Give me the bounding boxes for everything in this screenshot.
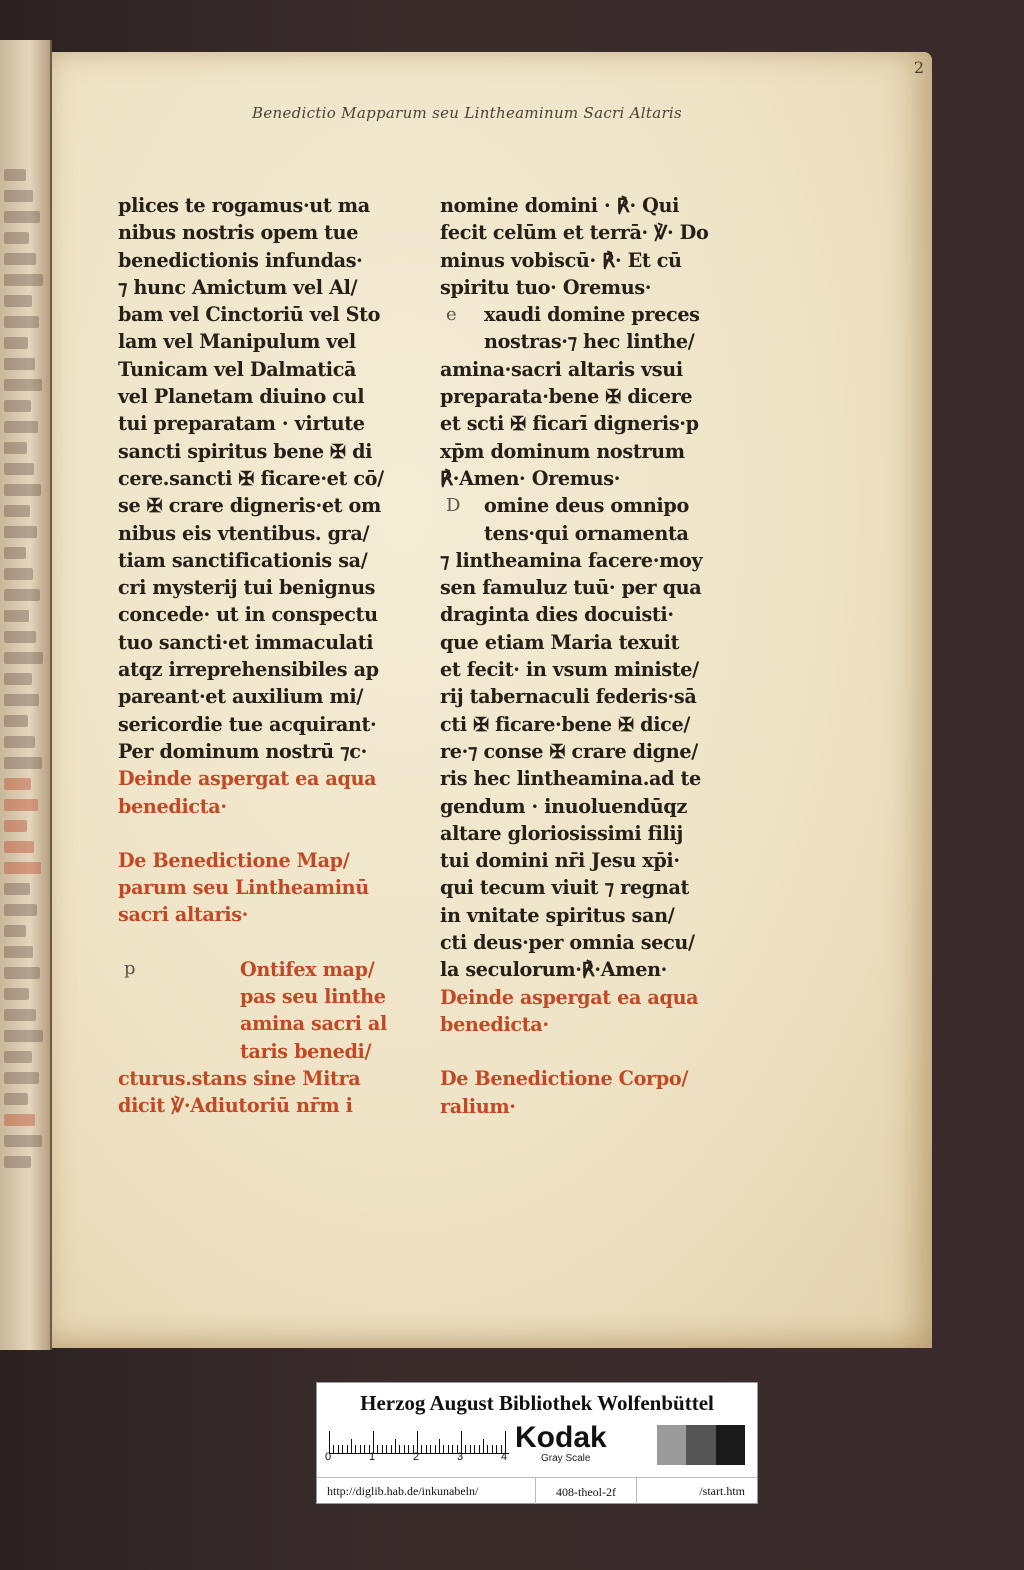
text-line: benedictionis infundas·	[118, 248, 363, 272]
fragment-bar	[4, 1156, 31, 1168]
ruler-tick	[338, 1445, 339, 1453]
initial-guide-letter-e: e	[446, 304, 457, 326]
fragment-bar	[4, 547, 26, 559]
text-line: Ontifex map/	[240, 957, 375, 981]
ruler-tick	[351, 1439, 352, 1453]
fragment-bar	[4, 169, 26, 181]
text-line: nibus eis vtentibus. gra/	[118, 521, 370, 545]
text-line: Deinde aspergat ea aqua	[118, 767, 377, 791]
text-line: tuo sancti·et immaculati	[118, 630, 374, 654]
text-line: tui preparatam · virtute	[118, 412, 365, 436]
text-line: sacri altaris·	[118, 903, 248, 927]
ruler-tick	[439, 1439, 440, 1453]
text-line: ralium·	[440, 1094, 516, 1118]
ruler-tick	[355, 1445, 356, 1453]
text-line: omine deus omnipo	[484, 494, 689, 518]
text-line: parum seu Lintheaminū	[118, 876, 369, 900]
text-line: altare gloriosissimi filij	[440, 821, 683, 845]
fragment-bar	[4, 967, 40, 979]
fragment-bar	[4, 526, 37, 538]
fragment-bar	[4, 610, 29, 622]
ruler-tick	[505, 1431, 506, 1453]
text-line: pas seu linthe	[240, 985, 386, 1009]
fragment-bar	[4, 652, 43, 664]
fragment-bar	[4, 946, 33, 958]
text-line: xp̄m dominum nostrum	[440, 439, 685, 463]
ruler-tick	[492, 1445, 493, 1453]
text-line: benedicta·	[118, 794, 227, 818]
kodak-logo: Kodak	[515, 1421, 607, 1454]
fragment-bar	[4, 694, 39, 706]
text-line: concede· ut in conspectu	[118, 603, 378, 627]
library-name: Herzog August Bibliothek Wolfenbüttel	[360, 1391, 714, 1415]
ruler-tick	[435, 1445, 436, 1453]
fragment-bar	[4, 841, 34, 853]
gray-swatch	[686, 1425, 716, 1465]
fragment-bar	[4, 883, 30, 895]
fragment-bar	[4, 820, 27, 832]
text-line: tens·qui ornamenta	[484, 521, 689, 545]
fragment-bar	[4, 232, 29, 244]
ruler-tick	[483, 1439, 484, 1453]
text-line: Tunicam vel Dalmaticā	[118, 357, 357, 381]
ruler-tick	[395, 1439, 396, 1453]
text-line: cri mysterij tui benignus	[118, 576, 376, 600]
text-line: et fecit· in vsum ministe/	[440, 658, 699, 682]
text-line: spiritu tuo· Oremus·	[440, 275, 652, 299]
left-text-column	[118, 192, 418, 1120]
ruler-tick	[342, 1445, 343, 1453]
text-line: cturus.stans sine Mitra	[118, 1066, 361, 1090]
text-line: Deinde aspergat ea aqua	[440, 985, 699, 1009]
text-line: vel Planetam diuino cul	[118, 385, 365, 409]
text-line: sancti spiritus bene ✠ di	[118, 439, 373, 463]
gray-swatches	[627, 1425, 745, 1465]
text-line: et scti ✠ ficarī digneris·p	[440, 412, 699, 436]
text-line: amina·sacri altaris vsui	[440, 357, 683, 381]
text-line: sen famuluz tuū· per qua	[440, 576, 702, 600]
text-line: tiam sanctificationis sa/	[118, 548, 368, 572]
text-line: minus vobiscū· ℟· Et cū	[440, 248, 682, 272]
text-line: lam vel Manipulum vel	[118, 330, 356, 354]
fragment-bar	[4, 253, 36, 265]
ruler-tick	[496, 1445, 497, 1453]
text-line: ⁊ lintheamina facere·moy	[440, 548, 703, 572]
fragment-bar	[4, 568, 33, 580]
text-line: cti ✠ ficare·bene ✠ dice/	[440, 712, 691, 736]
text-line: la seculorum·℟·Amen·	[440, 958, 668, 982]
initial-guide-letter-d: D	[446, 495, 461, 517]
text-line: rij tabernaculi federis·sā	[440, 685, 697, 709]
ruler-tick	[430, 1445, 431, 1453]
left-page-fragments	[4, 160, 44, 1200]
ruler-number: 2	[413, 1451, 420, 1463]
fragment-bar	[4, 337, 28, 349]
ruler-tick	[408, 1445, 409, 1453]
fragment-bar	[4, 190, 33, 202]
text-line: pareant·et auxilium mi/	[118, 685, 364, 709]
text-line: ℟·Amen· Oremus·	[440, 466, 621, 490]
ruler-tick	[382, 1445, 383, 1453]
text-line: De Benedictione Corpo/	[440, 1067, 688, 1091]
scale-ruler	[329, 1427, 509, 1454]
text-line: ris hec lintheamina.ad te	[440, 767, 701, 791]
gray-scale-label: Gray Scale	[541, 1453, 591, 1464]
text-line: tui domini nr̄i Jesu xp̄i·	[440, 849, 680, 873]
fragment-bar	[4, 295, 32, 307]
ruler-tick	[448, 1445, 449, 1453]
fragment-bar	[4, 379, 42, 391]
fragment-bar	[4, 421, 38, 433]
text-line: draginta dies docuisti·	[440, 603, 674, 627]
fragment-bar	[4, 442, 27, 454]
gray-swatch	[657, 1425, 687, 1465]
ruler-tick	[426, 1445, 427, 1453]
color-target-label	[316, 1382, 758, 1504]
ruler-tick	[404, 1445, 405, 1453]
ruler-tick	[373, 1431, 374, 1453]
fragment-bar	[4, 904, 37, 916]
fragment-bar	[4, 925, 26, 937]
text-line: nibus nostris opem tue	[118, 221, 359, 245]
ruler-tick	[479, 1445, 480, 1453]
text-line: amina sacri al	[240, 1012, 387, 1036]
text-line: ⁊ hunc Amictum vel Al/	[118, 275, 358, 299]
handwritten-heading: Benedictio Mapparum seu Lintheaminum Sacri Altaris	[252, 104, 683, 122]
ruler-tick	[364, 1445, 365, 1453]
text-line: preparata·bene ✠ dicere	[440, 385, 693, 409]
ruler-tick	[452, 1445, 453, 1453]
text-line: plices te rogamus·ut ma	[118, 194, 370, 217]
manuscript-page	[52, 52, 932, 1348]
text-line: re·⁊ conse ✠ crare digne/	[440, 739, 698, 763]
text-line: bam vel Cinctoriū vel Sto	[118, 303, 381, 327]
text-line: cere.sancti ✠ ficare·et cō/	[118, 466, 384, 490]
fragment-bar	[4, 988, 29, 1000]
fragment-bar	[4, 316, 39, 328]
ruler-tick	[391, 1445, 392, 1453]
ruler-tick	[474, 1445, 475, 1453]
text-line: Per dominum nostrū ⁊c·	[118, 739, 367, 763]
right-text-column	[440, 192, 740, 1120]
fragment-bar	[4, 358, 35, 370]
text-line: sericordie tue acquirant·	[118, 712, 377, 736]
ruler-tick	[465, 1445, 466, 1453]
text-line: nostras·⁊ hec linthe/	[484, 330, 695, 354]
fragment-bar	[4, 1030, 43, 1042]
text-line: nomine domini · ℟· Qui	[440, 194, 680, 217]
text-line: xaudi domine preces	[484, 303, 700, 327]
ruler-tick	[417, 1431, 418, 1453]
fragment-bar	[4, 1093, 28, 1105]
text-line: benedicta·	[440, 1012, 549, 1036]
fragment-bar	[4, 757, 42, 769]
text-line: taris benedi/	[240, 1039, 372, 1063]
fragment-bar	[4, 799, 38, 811]
url-base: http://diglib.hab.de/inkunabeln/	[327, 1484, 479, 1498]
ruler-tick	[377, 1445, 378, 1453]
ruler-number: 0	[325, 1451, 332, 1463]
shelfmark: 408-theol-2f	[535, 1478, 637, 1504]
fragment-bar	[4, 463, 34, 475]
text-line: in vnitate spiritus san/	[440, 903, 675, 927]
fragment-bar	[4, 778, 31, 790]
text-line: fecit celūm et terrā· ℣· Do	[440, 221, 709, 245]
fragment-bar	[4, 1114, 35, 1126]
fragment-bar	[4, 862, 41, 874]
ruler-tick	[333, 1445, 334, 1453]
ruler-tick	[360, 1445, 361, 1453]
url-row	[317, 1477, 757, 1504]
text-line: qui tecum viuit ⁊ regnat	[440, 876, 690, 900]
text-line: que etiam Maria texuit	[440, 630, 680, 654]
fragment-bar	[4, 211, 40, 223]
fragment-bar	[4, 1051, 32, 1063]
ruler-tick	[470, 1445, 471, 1453]
fragment-bar	[4, 505, 30, 517]
ruler-tick	[421, 1445, 422, 1453]
initial-guide-letter: p	[124, 957, 136, 979]
fragment-bar	[4, 673, 32, 685]
text-line: cti deus·per omnia secu/	[440, 931, 695, 955]
text-line: dicit ℣·Adiutoriū nr̄m i	[118, 1094, 353, 1118]
url-start: /start.htm	[699, 1484, 745, 1498]
text-line: se ✠ crare digneris·et om	[118, 494, 381, 518]
text-line: atqz irreprehensibiles ap	[118, 658, 379, 682]
fragment-bar	[4, 736, 35, 748]
fragment-bar	[4, 715, 28, 727]
gray-swatch	[627, 1425, 657, 1465]
text-line: De Benedictione Map/	[118, 848, 350, 872]
ruler-tick	[399, 1445, 400, 1453]
ruler-number: 3	[457, 1451, 464, 1463]
text-line: gendum · inuoluendūqz	[440, 794, 687, 818]
ruler-tick	[487, 1445, 488, 1453]
ruler-tick	[347, 1445, 348, 1453]
fragment-bar	[4, 1072, 39, 1084]
ruler-tick	[461, 1431, 462, 1453]
folio-number: 2	[913, 58, 924, 77]
gray-swatch	[716, 1425, 746, 1465]
ruler-tick	[443, 1445, 444, 1453]
ruler-tick	[329, 1431, 330, 1453]
fragment-bar	[4, 274, 43, 286]
fragment-bar	[4, 631, 36, 643]
fragment-bar	[4, 400, 31, 412]
ruler-number: 1	[369, 1451, 376, 1463]
fragment-bar	[4, 1135, 42, 1147]
ruler-number: 4	[501, 1451, 508, 1463]
ruler-tick	[386, 1445, 387, 1453]
left-page-edge	[0, 40, 52, 1350]
fragment-bar	[4, 484, 41, 496]
fragment-bar	[4, 589, 40, 601]
fragment-bar	[4, 1009, 36, 1021]
